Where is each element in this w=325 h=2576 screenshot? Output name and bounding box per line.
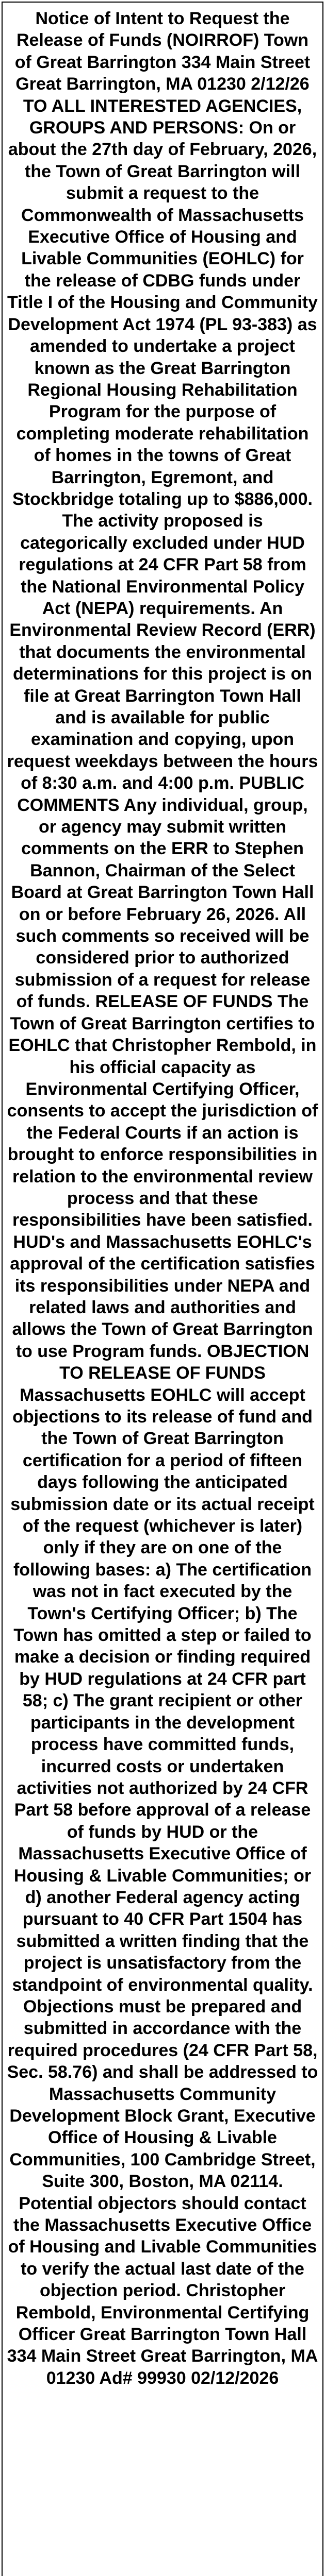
legal-notice-frame [2, 2, 323, 2576]
notice-body-text: Notice of Intent to Request the Release of Funds (NOIRROF) Town of Great Barrington 334 Main Street Great Barrington, MA 01230 2/12/26 TO ALL INTERESTED AGENCIES, GROUPS AND PERSONS: On or about the 27th day of February, 2026, the Town of Great Barrington will submit a request to the Commonwealth of Massachusetts Executive Office of Housing and Livable Communities (EOHLC) for the release of CDBG funds under Title I of the Housing and Community Development Act 1974 (PL 93-383) as amended to undertake a project known as the Great Barrington Regional Housing Rehabilitation Program for the purpose of completing moderate rehabilitation of homes in the towns of Great Barrington, Egremont, and Stockbridge totaling up to $886,000. The activity proposed is categorically excluded under HUD regulations at 24 CFR Part 58 from the National Environmental Policy Act (NEPA) requirements. An Environmental Review Record (ERR) that documents the environmental determinations for this project is on file at Great Barrington Town Hall and is available for public examination and copying, upon request weekdays between the hours of 8:30 a.m. and 4:00 p.m. PUBLIC COMMENTS Any individual, group, or agency may submit written comments on the ERR to Stephen Bannon, Chairman of the Select Board at Great Barrington Town Hall on or before February 26, 2026. All such comments so received will be considered prior to authorized submission of a request for release of funds. RELEASE OF FUNDS The Town of Great Barrington certifies to EOHLC that Christopher Rembold, in his official capacity as Environmental Certifying Officer, consents to accept the jurisdiction of the Federal Courts if an action is brought to enforce responsibilities in relation to the environmental review process and that these responsibilities have been satisfied. HUD's and Massachusetts EOHLC's approval of the certification satisfies its responsibilities under NEPA and related laws and authorities and allows the Town of Great Barrington to use Program funds. OBJECTION TO RELEASE OF FUNDS Massachusetts EOHLC will accept objections to its release of fund and the Town of Great Barrington certification for a period of fifteen days following the anticipated submission date or its actual receipt of the request (whichever is later) only if they are on one of the following bases: a) The certification was not in fact executed by the Town's Certifying Officer; b) The Town has omitted a step or failed to make a decision or finding required by HUD regulations at 24 CFR part 58; c) The grant recipient or other participants in the development process have committed funds, incurred costs or undertaken activities not authorized by 24 CFR Part 58 before approval of a release of funds by HUD or the Massachusetts Executive Office of Housing & Livable Communities; or d) another Federal agency acting pursuant to 40 CFR Part 1504 has submitted a written finding that the project is unsatisfactory from the standpoint of environmental quality. Objections must be prepared and submitted in accordance with the required procedures (24 CFR Part 58, Sec. 58.76) and shall be addressed to Massachusetts Community Development Block Grant, Executive Office of Housing & Livable Communities, 100 Cambridge Street, Suite 300, Boston, MA 02114. Potential objectors should contact the Massachusetts Executive Office of Housing and Livable Communities to verify the actual last date of the objection period. Christopher Rembold, Environmental Certifying Officer Great Barrington Town Hall 334 Main Street Great Barrington, MA 01230 Ad# 99930 02/12/2026 [7, 9, 318, 2388]
